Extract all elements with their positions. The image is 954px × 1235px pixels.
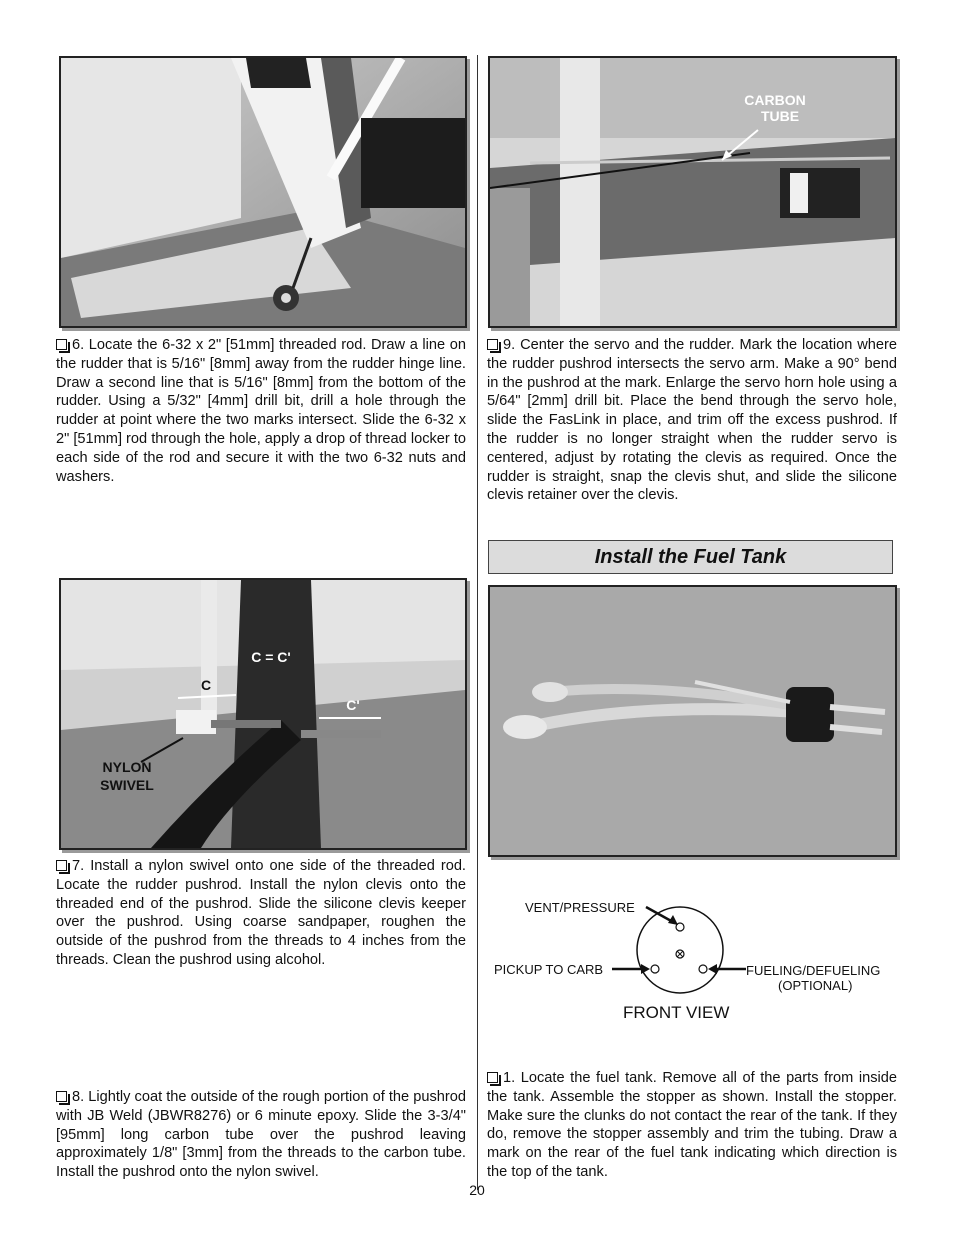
step-8-text: 8. Lightly coat the outside of the rough portion of the pushrod with JB Weld (JBWR8276) or 6 minute epoxy. Slide the 3-3/4" [95mm] long carbon tube over the pushrod leaving approximately 1/8" [3mm] from the threads to the carbon tube. Install the pushrod onto the nylon swivel. [56, 1089, 466, 1181]
optional-label: (OPTIONAL) [778, 978, 853, 993]
column-divider [477, 55, 478, 1190]
fueling-label: FUELING/DEFUELING [746, 963, 881, 978]
carbon-label-line2: TUBE [760, 108, 800, 124]
step-6-text: 6. Locate the 6-32 x 2" [51mm] threaded rod. Draw a line on the rudder that is 5/16" [8mm] away from the rudder hinge line. Draw a second line that is 5/16" [8mm] from the bottom of the rudder. Using a 5/32" [4mm] drill bit, drill a hole through the rudder at point where the two marks intersect. Slide the 6-32 x 2" [51mm] rod through the hole, apply a drop of thread locker to each side of the rod and secure it with the two 6-32 nuts and washers. [56, 337, 466, 485]
step-7-text: 7. Install a nylon swivel onto one side of the threaded rod. Locate the rudder pushrod. Install the nylon clevis onto the threaded end of the pushrod. Slide the silicone clevis keeper over the pushrod. Using coarse sandpaper, roughen the outside of the pushrod from the threads to 4 inches from the threads. Clean the pushrod using alcohol. [56, 858, 466, 968]
page-number: 20 [469, 1182, 485, 1198]
c-equals-label: C = C' [251, 649, 291, 665]
nylon-label: NYLON [102, 759, 152, 775]
photo-servo-carbon-tube [488, 56, 897, 328]
pickup-label: PICKUP TO CARB [494, 962, 604, 977]
swivel-label: SWIVEL [100, 777, 154, 793]
section-title: Install the Fuel Tank [488, 540, 893, 574]
step-1-fuel-text: 1. Locate the fuel tank. Remove all of the parts from inside the tank. Assemble the stopper as shown. Install the stopper. Make sure the clunks do not contact the rear of the tank. If they do, remove the stopper assembly and trim the tubing. Draw a mark on the rear of the fuel tank indicating which direction is the top of the tank. [487, 1070, 897, 1180]
pickup-hole-icon [651, 965, 659, 973]
c-label: C [200, 677, 212, 693]
checkbox-icon[interactable] [56, 339, 67, 350]
photo-rudder-threaded-rod [59, 56, 467, 328]
photo-stopper-assembly [488, 585, 897, 857]
photo-nylon-swivel [59, 578, 467, 850]
fueling-hole-icon [699, 965, 707, 973]
checkbox-icon[interactable] [56, 1091, 67, 1102]
step-9-text: 9. Center the servo and the rudder. Mark the location where the rudder pushrod intersects the servo arm. Make a 90° bend in the pushrod at the mark. Enlarge the servo horn hole using a 5/64" [2mm] drill bit. Place the bend through the servo hole, slide the FasLink in place, and trim off the excess pushrod. If the rudder is no longer straight when the rudder servo is centered, adjust by rotating the clevis as required. Once the rudder is straight, snap the clevis shut, and slide the silicone clevis retainer over the clevis. [487, 337, 897, 504]
checkbox-icon[interactable] [487, 1072, 498, 1083]
c-prime-label: C' [346, 697, 360, 713]
stopper-front-view-diagram [600, 895, 760, 1005]
front-view-label: FRONT VIEW [623, 1003, 730, 1022]
carbon-label-line1: CARBON [744, 92, 806, 108]
vent-pressure-label: VENT/PRESSURE [525, 900, 635, 915]
checkbox-icon[interactable] [56, 860, 67, 871]
checkbox-icon[interactable] [487, 339, 498, 350]
